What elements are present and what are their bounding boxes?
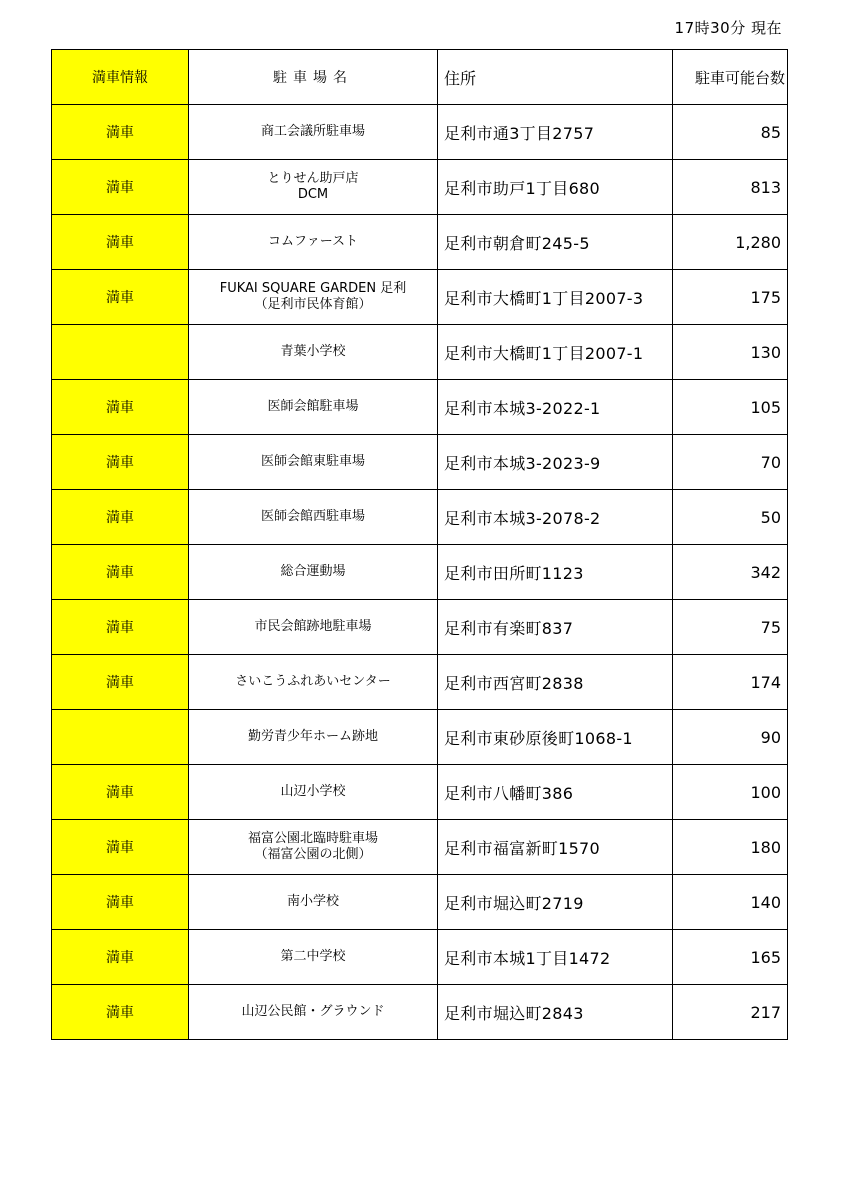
parking-name-line: とりせん助戸店 <box>267 171 359 186</box>
capacity-cell: 165 <box>673 930 788 985</box>
capacity-cell: 180 <box>673 820 788 875</box>
status-cell: 満車 <box>52 160 189 215</box>
status-cell: 満車 <box>52 435 189 490</box>
table-row <box>52 160 788 215</box>
table-row <box>52 875 788 930</box>
parking-name-line: コムファースト <box>267 234 359 249</box>
status-cell: 満車 <box>52 600 189 655</box>
table-row <box>52 270 788 325</box>
parking-name-cell <box>189 820 438 875</box>
table-row <box>52 600 788 655</box>
parking-name-cell <box>189 985 438 1040</box>
address-cell: 足利市本城3-2023-9 <box>438 435 673 490</box>
header-name: 駐車場名 <box>189 50 438 105</box>
status-cell: 満車 <box>52 105 189 160</box>
table-row <box>52 985 788 1040</box>
table-body <box>52 105 788 1040</box>
parking-name-line: 市民会館跡地駐車場 <box>254 619 372 634</box>
table-row <box>52 325 788 380</box>
address-cell: 足利市本城1丁目1472 <box>438 930 673 985</box>
address-cell: 足利市田所町1123 <box>438 545 673 600</box>
address-cell: 足利市大橋町1丁目2007-1 <box>438 325 673 380</box>
status-cell: 満車 <box>52 380 189 435</box>
table-row <box>52 710 788 765</box>
table-row <box>52 215 788 270</box>
address-cell: 足利市西宮町2838 <box>438 655 673 710</box>
header-address: 住所 <box>438 50 673 105</box>
capacity-cell: 105 <box>673 380 788 435</box>
capacity-cell: 813 <box>673 160 788 215</box>
capacity-cell: 342 <box>673 545 788 600</box>
parking-name-cell <box>189 325 438 380</box>
parking-name-line: 山辺公民館・グラウンド <box>241 1004 385 1019</box>
table-row <box>52 820 788 875</box>
address-cell: 足利市朝倉町245-5 <box>438 215 673 270</box>
parking-name-line: 第二中学校 <box>280 949 346 964</box>
capacity-cell: 70 <box>673 435 788 490</box>
table-row <box>52 930 788 985</box>
address-cell: 足利市本城3-2078-2 <box>438 490 673 545</box>
parking-name-cell <box>189 765 438 820</box>
capacity-cell: 130 <box>673 325 788 380</box>
status-cell: 満車 <box>52 930 189 985</box>
capacity-cell: 75 <box>673 600 788 655</box>
parking-name-line: 南小学校 <box>286 894 339 909</box>
status-cell: 満車 <box>52 875 189 930</box>
parking-name-line: DCM <box>297 187 329 202</box>
address-cell: 足利市助戸1丁目680 <box>438 160 673 215</box>
parking-name-cell <box>189 545 438 600</box>
capacity-cell: 140 <box>673 875 788 930</box>
capacity-cell: 90 <box>673 710 788 765</box>
status-cell: 満車 <box>52 985 189 1040</box>
address-cell: 足利市通3丁目2757 <box>438 105 673 160</box>
parking-name-cell <box>189 435 438 490</box>
address-cell: 足利市有楽町837 <box>438 600 673 655</box>
capacity-cell: 174 <box>673 655 788 710</box>
parking-name-cell <box>189 875 438 930</box>
status-cell: 満車 <box>52 270 189 325</box>
header-capacity: 駐車可能台数 <box>673 50 788 105</box>
status-cell: 満車 <box>52 215 189 270</box>
parking-name-line: 医師会館東駐車場 <box>260 454 365 469</box>
parking-name-line: （福富公園の北側） <box>254 847 372 862</box>
table-row <box>52 545 788 600</box>
capacity-cell: 50 <box>673 490 788 545</box>
parking-name-cell <box>189 490 438 545</box>
parking-name-cell <box>189 270 438 325</box>
status-cell <box>52 710 189 765</box>
table-row <box>52 435 788 490</box>
header-row <box>52 50 788 105</box>
capacity-cell: 175 <box>673 270 788 325</box>
status-cell: 満車 <box>52 820 189 875</box>
address-cell: 足利市本城3-2022-1 <box>438 380 673 435</box>
parking-name-line: 医師会館西駐車場 <box>260 509 365 524</box>
capacity-cell: 85 <box>673 105 788 160</box>
parking-name-cell <box>189 600 438 655</box>
parking-name-line: FUKAI SQUARE GARDEN 足利 <box>219 281 407 296</box>
table-row <box>52 490 788 545</box>
parking-name-line: （足利市民体育館） <box>254 297 372 312</box>
address-cell: 足利市八幡町386 <box>438 765 673 820</box>
status-cell <box>52 325 189 380</box>
status-cell: 満車 <box>52 765 189 820</box>
address-cell: 足利市福富新町1570 <box>438 820 673 875</box>
parking-name-cell <box>189 710 438 765</box>
parking-name-cell <box>189 160 438 215</box>
address-cell: 足利市東砂原後町1068-1 <box>438 710 673 765</box>
parking-name-cell <box>189 380 438 435</box>
timestamp: 17時30分 現在 <box>674 19 782 37</box>
parking-name-line: 福富公園北臨時駐車場 <box>247 831 378 846</box>
header-status: 満車情報 <box>52 50 189 105</box>
address-cell: 足利市堀込町2843 <box>438 985 673 1040</box>
capacity-cell: 217 <box>673 985 788 1040</box>
parking-name-line: 勤労青少年ホーム跡地 <box>247 729 378 744</box>
parking-name-line: 医師会館駐車場 <box>267 399 359 414</box>
parking-name-line: さいこうふれあいセンター <box>235 674 391 689</box>
parking-name-cell <box>189 655 438 710</box>
status-cell: 満車 <box>52 545 189 600</box>
parking-name-line: 山辺小学校 <box>280 784 346 799</box>
status-cell: 満車 <box>52 655 189 710</box>
parking-table <box>51 49 788 1040</box>
address-cell: 足利市堀込町2719 <box>438 875 673 930</box>
parking-name-cell <box>189 930 438 985</box>
table-row <box>52 380 788 435</box>
capacity-cell: 100 <box>673 765 788 820</box>
parking-name-cell <box>189 215 438 270</box>
table-row <box>52 105 788 160</box>
parking-name-line: 青葉小学校 <box>280 344 346 359</box>
table-row <box>52 765 788 820</box>
capacity-cell: 1,280 <box>673 215 788 270</box>
address-cell: 足利市大橋町1丁目2007-3 <box>438 270 673 325</box>
parking-name-line: 商工会議所駐車場 <box>260 124 365 139</box>
parking-name-line: 総合運動場 <box>280 564 346 579</box>
parking-name-cell <box>189 105 438 160</box>
status-cell: 満車 <box>52 490 189 545</box>
table-row <box>52 655 788 710</box>
